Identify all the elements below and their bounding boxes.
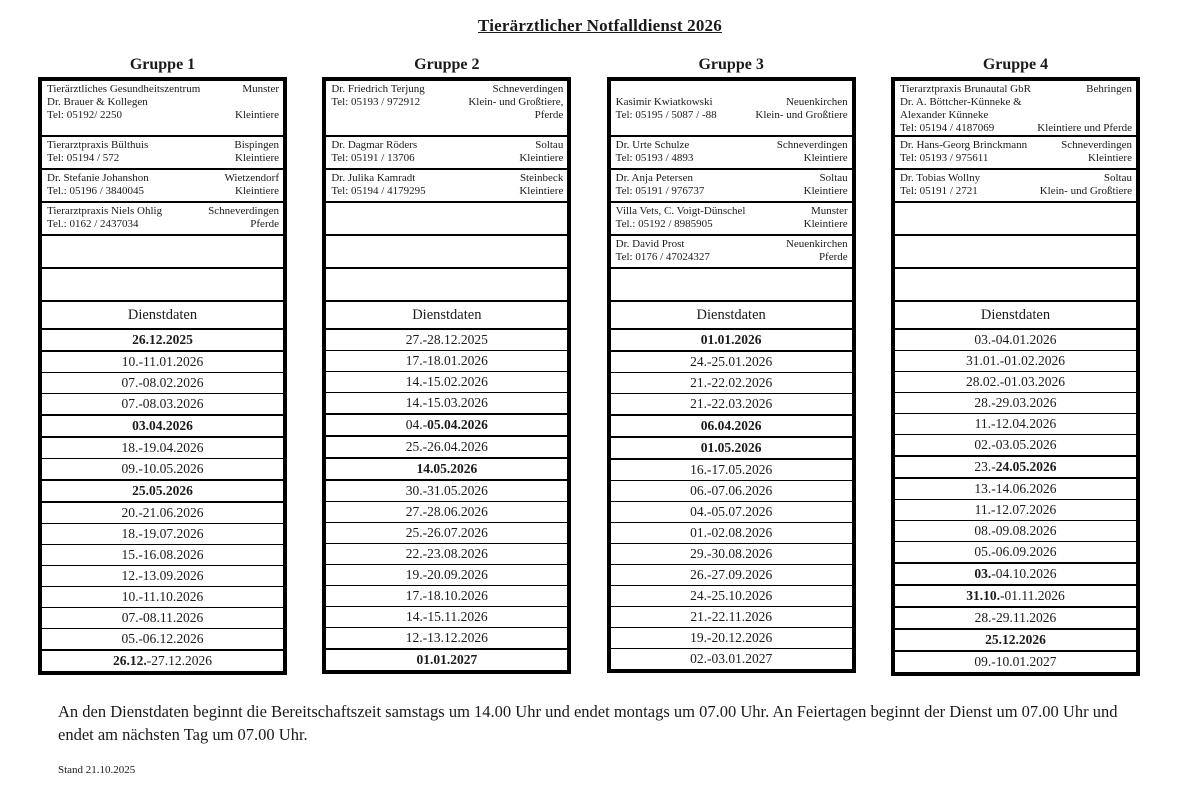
- date-text: 01.01.2027: [416, 652, 478, 667]
- date-text: 07.-08.03.2026: [121, 396, 204, 411]
- practice-line: [331, 96, 563, 109]
- date-text: 06.04.2026: [700, 418, 762, 433]
- date-cell: [326, 585, 567, 606]
- date-text: -27.12.2026: [146, 653, 212, 668]
- date-text: 23.-: [974, 459, 996, 474]
- date-text: 16.-17.05.2026: [690, 462, 773, 477]
- date-cell: [42, 501, 283, 523]
- date-text: 21.-22.11.2026: [690, 609, 772, 624]
- practice-left-text: Tel: 05195 / 5087 / -88: [615, 108, 717, 121]
- date-cell: [895, 455, 1136, 477]
- practice-left-text: Dr. Dagmar Röders: [331, 139, 418, 151]
- date-text: 25.-26.04.2026: [405, 439, 488, 454]
- date-cell: [326, 435, 567, 457]
- practice-line: [331, 139, 563, 152]
- group-title: Gruppe 2: [414, 56, 480, 73]
- practice-line: [900, 152, 1132, 165]
- practice-left-text: Dr. A. Böttcher-Künneke &: [899, 95, 1022, 108]
- date-text: 14.-15.02.2026: [405, 374, 488, 389]
- date-text: 05.-06.09.2026: [974, 544, 1057, 559]
- date-cell: [326, 479, 567, 501]
- practice-right-text: Kleintiere: [235, 108, 279, 121]
- date-text: 25.05.2026: [132, 483, 193, 498]
- date-text: 26.12.: [113, 653, 147, 668]
- practice-left-text: Tel: 05191 / 13706: [331, 151, 415, 164]
- date-text: 24.-25.10.2026: [690, 588, 773, 603]
- date-cell: [42, 458, 283, 479]
- practice-row: [42, 81, 283, 135]
- date-cell: [42, 607, 283, 628]
- practice-line: [900, 185, 1132, 198]
- date-cell: [42, 328, 283, 350]
- practice-right-text: Wietzendorf: [224, 172, 279, 184]
- practice-left-text: Tierarztpraxis Niels Ohlig: [47, 205, 163, 217]
- date-text: 18.-19.07.2026: [121, 526, 204, 541]
- practice-line: [47, 218, 279, 231]
- practice-line: [616, 218, 848, 231]
- practice-row: [42, 201, 283, 234]
- practice-line: [900, 172, 1132, 185]
- date-cell: [895, 392, 1136, 413]
- practice-line: [47, 83, 279, 96]
- title-area: [0, 0, 1200, 36]
- practice-left-text: Dr. Hans-Georg Brinckmann: [899, 139, 1028, 151]
- practice-left-text: Villa Vets, C. Voigt-Dünschel: [615, 205, 746, 217]
- practice-row: [326, 201, 567, 234]
- practice-row: [42, 267, 283, 300]
- date-cell: [42, 372, 283, 393]
- practice-line: [47, 139, 279, 152]
- date-text: 28.-29.03.2026: [974, 395, 1057, 410]
- practice-left-text: Tel: 05192/ 2250: [47, 108, 123, 121]
- practice-line: [616, 172, 848, 185]
- date-text: 17.-18.10.2026: [405, 588, 488, 603]
- date-text: 14.-15.03.2026: [405, 395, 488, 410]
- date-cell: [42, 479, 283, 501]
- date-cell: [42, 350, 283, 372]
- practice-right-text: Schneverdingen: [208, 205, 279, 217]
- practice-right-text: Soltau: [1103, 172, 1132, 184]
- date-cell: [611, 564, 852, 585]
- date-cell: [895, 499, 1136, 520]
- practice-left-text: Tel: 05191 / 2721: [899, 184, 978, 197]
- date-text: 03.04.2026: [132, 418, 193, 433]
- practice-left-text: Tel: 05194 / 4187069: [899, 121, 995, 134]
- footer-note: An den Dienstdaten beginnt die Bereitschaftszeit samstags um 14.00 Uhr und endet montags um 07.00 Uhr. An Feiertagen beginnt der Dienst um 07.00 Uhr und endet am nächsten Tag um 07.00 Uhr.: [58, 702, 1118, 745]
- practice-line: [47, 185, 279, 198]
- practice-line: [616, 139, 848, 152]
- date-text: 02.-03.05.2026: [974, 437, 1057, 452]
- date-cell: [326, 392, 567, 413]
- date-text: 03.: [974, 566, 992, 581]
- practice-right-text: Munster: [810, 205, 848, 217]
- date-text: 27.-28.12.2025: [405, 332, 488, 347]
- date-text: 25.12.2026: [985, 632, 1046, 647]
- practice-row: [611, 135, 852, 168]
- date-text: 04.-05.07.2026: [690, 504, 773, 519]
- date-text: 01.01.2026: [700, 332, 762, 347]
- date-text: 29.-30.08.2026: [690, 546, 773, 561]
- date-text: 31.10.: [966, 588, 1000, 603]
- practice-left-text: Dr. Stefanie Johanshon: [47, 172, 149, 184]
- practice-right-text: Kleintiere: [803, 151, 848, 164]
- group-table: [891, 77, 1140, 676]
- practice-row: [611, 81, 852, 135]
- date-cell: [611, 393, 852, 414]
- date-text: 01.-02.08.2026: [690, 525, 773, 540]
- practice-left-text: Tel.: 05196 / 3840045: [47, 184, 145, 197]
- practice-right-text: Kleintiere und Pferde: [1037, 121, 1132, 134]
- practice-left-text: Tel: 05193 / 972912: [331, 95, 421, 108]
- practice-line: [331, 152, 563, 165]
- date-cell: [326, 543, 567, 564]
- practice-left-text: Tel: 05194 / 4179295: [331, 184, 426, 197]
- groups-container: [38, 56, 1140, 676]
- practice-right-text: Steinbeck: [519, 172, 564, 184]
- practice-row: [611, 168, 852, 201]
- practice-left-text: Dr. Tobias Wollny: [899, 172, 981, 184]
- group-title: Gruppe 1: [129, 56, 196, 73]
- practice-left-text: Tierarztpraxis Brunautal GbR: [899, 83, 1031, 95]
- practice-row: [895, 267, 1136, 300]
- date-cell: [326, 457, 567, 479]
- date-cell: [611, 372, 852, 393]
- date-text: 19.-20.12.2026: [690, 630, 773, 645]
- practice-row: [326, 135, 567, 168]
- practice-row: [42, 135, 283, 168]
- group-column-3: [607, 56, 856, 676]
- practice-right-text: Bispingen: [234, 139, 279, 151]
- date-cell: [895, 562, 1136, 584]
- group-column-4: [891, 56, 1140, 676]
- date-text: 10.-11.01.2026: [121, 354, 204, 369]
- date-text: -04.10.2026: [991, 566, 1057, 581]
- practice-line: [47, 205, 279, 218]
- page-title: Tierärztlicher Notfalldienst 2026: [478, 16, 722, 35]
- date-text: 21.-22.03.2026: [690, 396, 773, 411]
- practice-line: [47, 152, 279, 165]
- date-text: 06.-07.06.2026: [690, 483, 773, 498]
- practice-left-text: Tel: 05193 / 975611: [899, 151, 989, 164]
- date-cell: [895, 350, 1136, 371]
- date-cell: [42, 393, 283, 414]
- dienstdaten-header: Dienstdaten: [895, 300, 1136, 328]
- practice-left-text: Alexander Künneke: [899, 108, 989, 121]
- date-text: 17.-18.01.2026: [405, 353, 488, 368]
- practice-right-text: Behringen: [1086, 83, 1132, 95]
- practice-row: [42, 168, 283, 201]
- practice-line: [616, 251, 848, 264]
- practice-right-text: Soltau: [535, 139, 564, 151]
- practice-left-text: Tierärztliches Gesundheitszentrum: [47, 83, 201, 95]
- practice-right-text: Schneverdingen: [492, 83, 564, 95]
- date-text: 15.-16.08.2026: [121, 547, 204, 562]
- group-title: Gruppe 4: [982, 56, 1049, 73]
- date-text: 30.-31.05.2026: [405, 483, 488, 498]
- date-cell: [42, 649, 283, 671]
- practice-line: [47, 109, 279, 122]
- practice-row: [895, 234, 1136, 267]
- practice-right-text: Kleintiere: [803, 184, 848, 197]
- dienstdaten-header: Dienstdaten: [611, 300, 852, 328]
- date-cell: [42, 565, 283, 586]
- date-text: 10.-11.10.2026: [121, 589, 204, 604]
- date-cell: [42, 436, 283, 458]
- date-text: 08.-09.08.2026: [974, 523, 1057, 538]
- practice-left-text: Tel.: 0162 / 2437034: [47, 217, 139, 230]
- date-cell: [42, 628, 283, 649]
- date-cell: [326, 522, 567, 543]
- practice-line: [47, 96, 279, 109]
- practice-row: [326, 234, 567, 267]
- date-cell: [42, 544, 283, 565]
- date-cell: [895, 328, 1136, 350]
- date-cell: [611, 585, 852, 606]
- date-text: 14.05.2026: [416, 461, 478, 476]
- practice-row: [326, 81, 567, 135]
- date-text: 12.-13.09.2026: [121, 568, 204, 583]
- date-text: 20.-21.06.2026: [121, 505, 204, 520]
- date-text: 21.-22.02.2026: [690, 375, 773, 390]
- practice-row: [326, 168, 567, 201]
- date-text: 26.12.2025: [132, 332, 193, 347]
- practice-right-text: Klein- und Großtiere: [1039, 184, 1132, 197]
- date-cell: [611, 436, 852, 458]
- date-cell: [326, 606, 567, 627]
- dienstdaten-header: Dienstdaten: [42, 300, 283, 328]
- date-cell: [895, 477, 1136, 499]
- date-text: 03.-04.01.2026: [974, 332, 1057, 347]
- group-table: [38, 77, 287, 675]
- date-cell: [326, 501, 567, 522]
- date-cell: [42, 586, 283, 607]
- date-text: 01.05.2026: [700, 440, 762, 455]
- practice-line: [616, 238, 848, 251]
- practice-right-text: Kleintiere: [519, 184, 564, 197]
- practice-left-text: Tel: 05191 / 976737: [615, 184, 705, 197]
- practice-row: [611, 267, 852, 300]
- date-text: 05.-06.12.2026: [121, 631, 204, 646]
- date-text: 27.-28.06.2026: [405, 504, 488, 519]
- date-cell: [611, 501, 852, 522]
- date-text: 05.04.2026: [427, 417, 488, 432]
- date-cell: [42, 414, 283, 436]
- stand-date: Stand 21.10.2025: [58, 763, 136, 776]
- practice-line: [616, 109, 848, 122]
- date-text: 26.-27.09.2026: [690, 567, 773, 582]
- practice-right-text: Pferde: [534, 108, 564, 121]
- date-cell: [611, 350, 852, 372]
- date-text: -01.11.2026: [999, 588, 1065, 603]
- date-cell: [895, 606, 1136, 628]
- practice-left-text: Dr. Julika Kamradt: [331, 172, 416, 184]
- practice-right-text: Kleintiere: [803, 217, 848, 230]
- practice-row: [895, 201, 1136, 234]
- date-text: 19.-20.09.2026: [405, 567, 488, 582]
- practice-line: [331, 109, 563, 122]
- practice-right-text: Neuenkirchen: [785, 95, 848, 108]
- practice-left-text: Dr. David Prost: [615, 238, 685, 250]
- date-cell: [895, 541, 1136, 562]
- group-title: Gruppe 3: [698, 56, 764, 73]
- practice-left-text: Tel.: 05192 / 8985905: [615, 217, 713, 230]
- practice-right-text: Klein- und Großtiere,: [468, 95, 564, 108]
- practice-line: [47, 172, 279, 185]
- date-cell: [611, 414, 852, 436]
- practice-row: [895, 168, 1136, 201]
- date-cell: [895, 628, 1136, 650]
- practice-line: [900, 122, 1132, 135]
- date-cell: [895, 650, 1136, 672]
- date-cell: [611, 606, 852, 627]
- date-text: 24.-25.01.2026: [690, 354, 773, 369]
- practice-line: [616, 205, 848, 218]
- date-text: 25.-26.07.2026: [405, 525, 488, 540]
- practice-left-text: Dr. Urte Schulze: [615, 139, 690, 151]
- date-text: 24.05.2026: [995, 459, 1057, 474]
- practice-right-text: Munster: [242, 83, 279, 95]
- practice-right-text: Kleintiere: [519, 151, 564, 164]
- date-cell: [326, 648, 567, 670]
- practice-right-text: Kleintiere: [235, 184, 279, 197]
- practice-line: [616, 185, 848, 198]
- practice-left-text: Tel: 05194 / 572: [47, 151, 120, 164]
- practice-right-text: Pferde: [818, 250, 848, 263]
- dienstdaten-header: Dienstdaten: [326, 300, 567, 328]
- date-text: 11.-12.07.2026: [974, 502, 1057, 517]
- date-text: 09.-10.05.2026: [121, 461, 204, 476]
- practice-line: [331, 185, 563, 198]
- practice-right-text: Pferde: [250, 217, 279, 230]
- date-cell: [895, 413, 1136, 434]
- practice-left-text: Kasimir Kwiatkowski: [615, 95, 713, 108]
- practice-line: [616, 96, 848, 109]
- date-cell: [326, 371, 567, 392]
- group-column-2: [322, 56, 571, 676]
- practice-line: [900, 139, 1132, 152]
- practice-line: [331, 83, 563, 96]
- date-text: 07.-08.02.2026: [121, 375, 204, 390]
- date-cell: [895, 371, 1136, 392]
- date-cell: [895, 584, 1136, 606]
- practice-row: [42, 234, 283, 267]
- practice-right-text: Schneverdingen: [776, 139, 848, 151]
- practice-left-text: Tel: 0176 / 47024327: [615, 250, 710, 263]
- practice-right-text: Kleintiere: [235, 151, 279, 164]
- date-text: 13.-14.06.2026: [974, 481, 1057, 496]
- date-cell: [326, 413, 567, 435]
- practice-row: [326, 267, 567, 300]
- practice-row: [895, 135, 1136, 168]
- date-text: 28.-29.11.2026: [974, 610, 1057, 625]
- date-cell: [611, 627, 852, 648]
- date-text: 12.-13.12.2026: [405, 630, 488, 645]
- practice-row: [895, 81, 1136, 135]
- date-cell: [611, 480, 852, 501]
- group-column-1: [38, 56, 287, 676]
- practice-line: [616, 152, 848, 165]
- practice-row: [611, 201, 852, 234]
- practice-row: [611, 234, 852, 267]
- date-cell: [326, 328, 567, 350]
- practice-right-text: Schneverdingen: [1061, 139, 1132, 151]
- date-text: 14.-15.11.2026: [406, 609, 488, 624]
- practice-right-text: Soltau: [819, 172, 848, 184]
- practice-left-text: Dr. Brauer & Kollegen: [47, 95, 148, 108]
- practice-left-text: Tel: 05193 / 4893: [615, 151, 694, 164]
- date-text: 31.01.-01.02.2026: [965, 353, 1065, 368]
- date-cell: [611, 543, 852, 564]
- date-cell: [42, 523, 283, 544]
- date-cell: [611, 522, 852, 543]
- date-cell: [611, 328, 852, 350]
- practice-right-text: Neuenkirchen: [785, 238, 848, 250]
- practice-left-text: Dr. Friedrich Terjung: [331, 83, 425, 95]
- date-cell: [326, 564, 567, 585]
- practice-line: [331, 172, 563, 185]
- date-cell: [611, 458, 852, 480]
- practice-left-text: Dr. Anja Petersen: [615, 172, 693, 184]
- date-text: 02.-03.01.2027: [690, 651, 773, 666]
- date-text: 18.-19.04.2026: [121, 440, 204, 455]
- date-cell: [611, 648, 852, 669]
- practice-line: [900, 96, 1132, 109]
- practice-left-text: Tierarztpraxis Bülthuis: [47, 139, 149, 151]
- date-cell: [326, 350, 567, 371]
- date-text: 28.02.-01.03.2026: [965, 374, 1065, 389]
- practice-line: [900, 109, 1132, 122]
- date-text: 04.-: [405, 417, 428, 432]
- practice-right-text: Klein- und Großtiere: [755, 108, 848, 121]
- date-text: 22.-23.08.2026: [405, 546, 488, 561]
- date-cell: [895, 434, 1136, 455]
- date-text: 11.-12.04.2026: [974, 416, 1057, 431]
- group-table: [322, 77, 571, 674]
- group-table: [607, 77, 856, 673]
- date-cell: [895, 520, 1136, 541]
- date-cell: [326, 627, 567, 648]
- date-text: 09.-10.01.2027: [974, 654, 1057, 669]
- practice-line: [900, 83, 1132, 96]
- date-text: 07.-08.11.2026: [121, 610, 204, 625]
- practice-right-text: Kleintiere: [1088, 151, 1132, 164]
